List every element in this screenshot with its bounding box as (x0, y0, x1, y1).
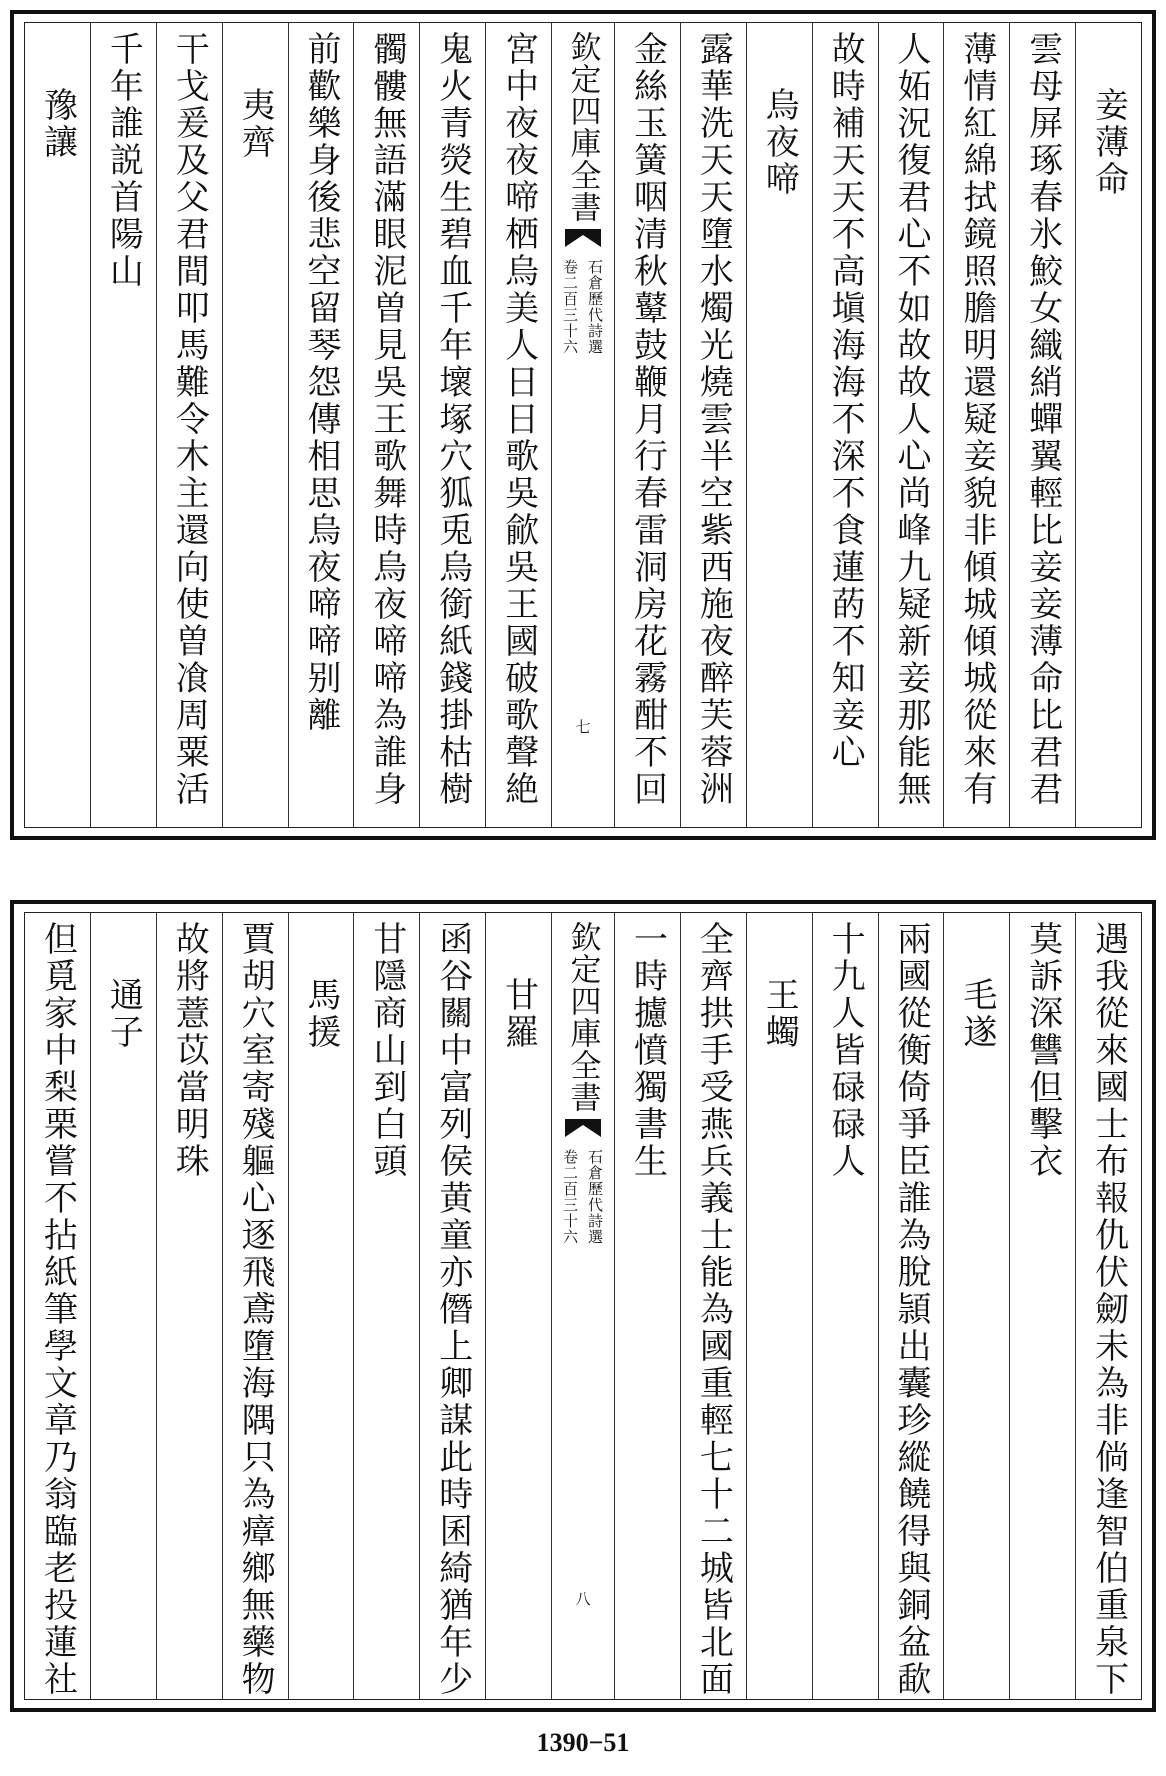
leaf-number: 七 (575, 718, 591, 736)
poem-line: 薄情紅綿拭鏡照膽明還疑妾貌非傾城傾城從來有 (956, 31, 997, 808)
fishtail-mark-icon (565, 229, 601, 247)
volume-label: 卷二百三十六 (561, 259, 579, 355)
leaf-number: 八 (575, 1590, 591, 1608)
poem-title: 妾薄命 (1088, 87, 1129, 198)
poem-line: 髑髏無語滿眼泥曽見吳王歌舞時烏夜啼啼為誰身 (366, 31, 407, 808)
poem-line: 金絲玉簧咽清秋鼙鼓鞭月行春雷洞房花霧酣不回 (627, 31, 668, 808)
column (746, 23, 812, 827)
page-code: 1390−51 (536, 1728, 630, 1757)
poem-line: 鬼火青熒生碧血千年壞塚穴狐兎烏銜紙錢掛枯樹 (432, 31, 473, 808)
column (1009, 23, 1075, 827)
poem-line: 千年誰説首陽山 (103, 31, 144, 290)
poem-title: 夷齊 (235, 87, 276, 161)
poem-title: 馬援 (300, 977, 341, 1051)
column (943, 23, 1009, 827)
column (812, 23, 878, 827)
collection-info (560, 253, 606, 355)
poem-title: 通子 (103, 977, 144, 1051)
column (878, 913, 944, 1699)
bottom-page (10, 900, 1156, 1712)
poem-line: 甘隱商山到白頭 (366, 921, 407, 1180)
column (680, 913, 746, 1699)
library-title: 欽定四庫全書 (564, 921, 601, 1113)
poem-line: 函谷關中富列侯黄童亦僭上卿謀此時囷綺猶年少 (432, 921, 473, 1698)
fold-center-column (551, 913, 614, 1699)
column (1075, 913, 1141, 1699)
poem-title: 毛遂 (956, 977, 997, 1051)
poem-title: 王蠋 (759, 977, 800, 1051)
column (222, 23, 288, 827)
column (156, 23, 222, 827)
column (614, 913, 680, 1699)
poem-line: 全齊拱手受燕兵義士能為國重輕七十二城皆北面 (693, 921, 734, 1698)
column (90, 913, 156, 1699)
column (1009, 913, 1075, 1699)
column (353, 23, 419, 827)
column (90, 23, 156, 827)
column (25, 23, 90, 827)
collection-info (560, 1143, 606, 1245)
column (485, 23, 551, 827)
poem-line: 但覓家中梨栗嘗不拈紙筆學文章乃翁臨老投蓮社 (37, 921, 78, 1698)
poem-line: 雲母屏琢春氷鮫女織綃蟬翼輕比妾妾薄命比君君 (1022, 31, 1063, 808)
poem-line: 一時攄憤獨書生 (627, 921, 668, 1180)
column (288, 913, 354, 1699)
fold-center-column (551, 23, 614, 827)
column (25, 913, 90, 1699)
column (746, 913, 812, 1699)
column (878, 23, 944, 827)
poem-line: 露華洗天天墮水燭光燒雲半空紫西施夜醉芙蓉洲 (693, 31, 734, 808)
poem-title: 豫讓 (37, 87, 78, 161)
column (222, 913, 288, 1699)
top-page (10, 10, 1156, 840)
poem-line: 故將薏苡當明珠 (169, 921, 210, 1180)
poem-line: 賈胡穴室寄殘軀心逐飛鳶墮海隅只為瘴鄉無藥物 (235, 921, 276, 1698)
poem-title: 甘羅 (498, 977, 539, 1051)
collection-name: 石倉歷代詩選 (586, 1149, 604, 1245)
column (485, 913, 551, 1699)
column (156, 913, 222, 1699)
poem-line: 遇我從來國士布報仇伏劒未為非倘逢智伯重泉下 (1088, 921, 1129, 1698)
poem-line: 十九人皆碌碌人 (825, 921, 866, 1180)
top-page-frame (24, 22, 1142, 828)
volume-label: 卷二百三十六 (561, 1149, 579, 1245)
column (943, 913, 1009, 1699)
bottom-page-frame (24, 912, 1142, 1700)
poem-line: 故時補天天不高塡海海不深不食蓮菂不知妾心 (825, 31, 866, 771)
column (1075, 23, 1141, 827)
poem-line: 莫訴深讐但擊衣 (1022, 921, 1063, 1180)
fishtail-mark-icon (565, 1119, 601, 1137)
poem-line: 宮中夜夜啼栖烏美人日日歌吳歈吳王國破歌聲絶 (498, 31, 539, 808)
poem-line: 人妬況復君心不如故故人心尚峰九疑新妾那能無 (890, 31, 931, 808)
column (419, 23, 485, 827)
poem-line: 干戈爰及父君間叩馬難令木主還向使曽飡周粟活 (169, 31, 210, 808)
column (353, 913, 419, 1699)
column (419, 913, 485, 1699)
column (288, 23, 354, 827)
column (680, 23, 746, 827)
poem-line: 兩國從衡倚爭臣誰為脫頴出囊珍縱饒得與銅盆歃 (890, 921, 931, 1698)
column (614, 23, 680, 827)
poem-line: 前歡樂身後悲空留琴怨傳相思烏夜啼啼别離 (300, 31, 341, 734)
library-title: 欽定四庫全書 (564, 31, 601, 223)
poem-title: 烏夜啼 (759, 87, 800, 198)
column (812, 913, 878, 1699)
collection-name: 石倉歷代詩選 (586, 259, 604, 355)
